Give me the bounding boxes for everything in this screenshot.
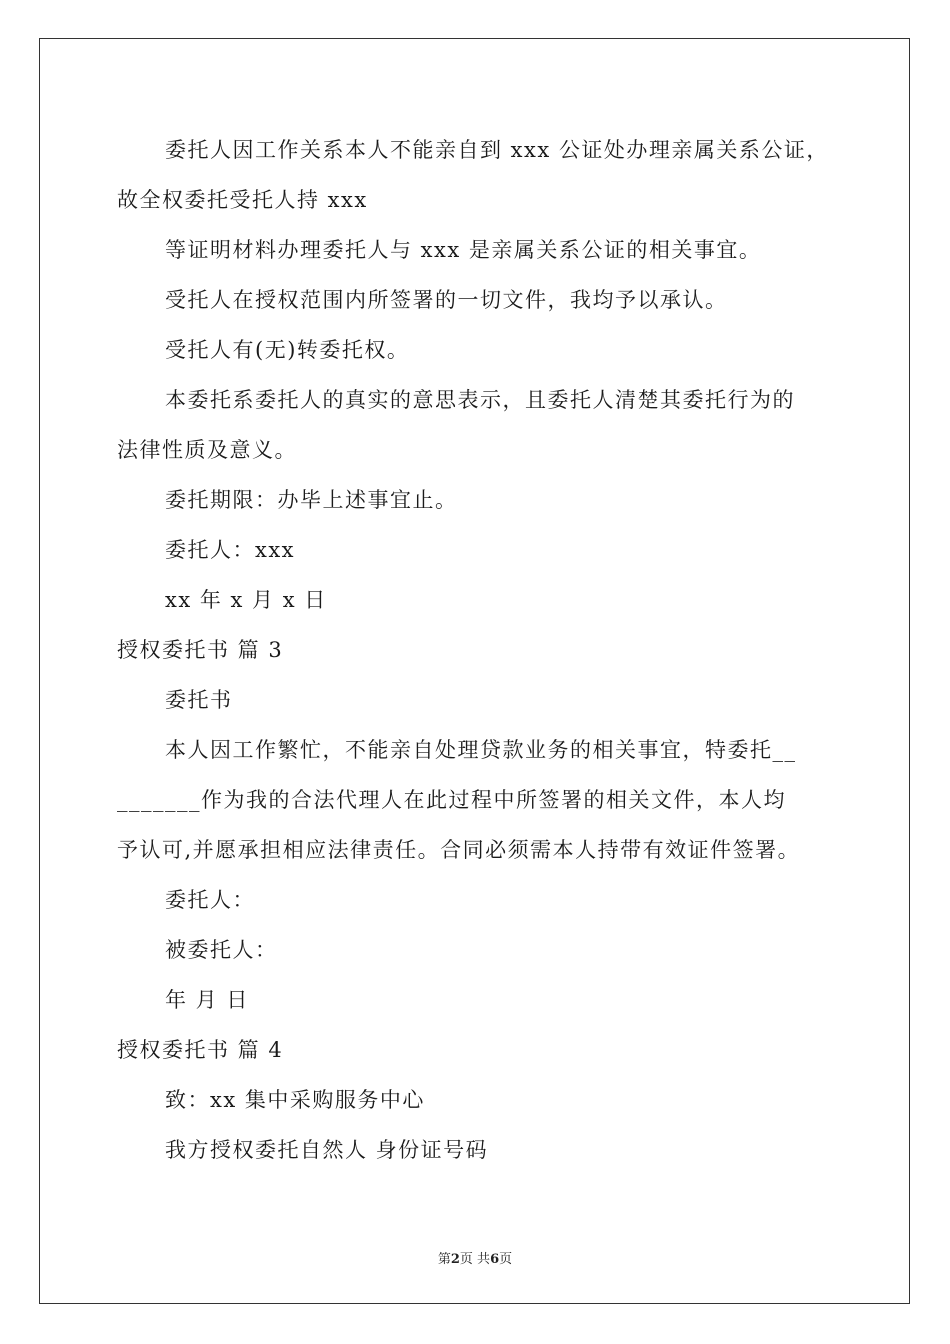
date-line: 年 月 日 bbox=[165, 988, 249, 1012]
paragraph-line: 委托期限：办毕上述事宜止。 bbox=[165, 488, 458, 512]
section-heading: 授权委托书 篇 4 bbox=[117, 1038, 284, 1062]
paragraph-line: _______作为我的合法代理人在此过程中所签署的相关文件，本人均 bbox=[117, 788, 786, 812]
paragraph-line: 本人因工作繁忙，不能亲自处理贷款业务的相关事宜，特委托__ bbox=[165, 738, 797, 762]
page-prefix: 第 bbox=[437, 1252, 451, 1267]
signature-line: 委托人：xxx bbox=[165, 538, 296, 562]
total-page-number: 6 bbox=[490, 1252, 500, 1267]
paragraph-line: 等证明材料办理委托人与 xxx 是亲属关系公证的相关事宜。 bbox=[165, 238, 762, 262]
page-mid: 页 共 bbox=[459, 1252, 491, 1267]
paragraph-line: 法律性质及意义。 bbox=[117, 438, 297, 462]
paragraph-line: 我方授权委托自然人 身份证号码 bbox=[165, 1138, 489, 1162]
signature-line: 被委托人： bbox=[165, 938, 278, 962]
paragraph-line: 予认可,并愿承担相应法律责任。合同必须需本人持带有效证件签署。 bbox=[117, 838, 801, 862]
page-footer bbox=[0, 1248, 950, 1267]
paragraph-line: 本委托系委托人的真实的意思表示，且委托人清楚其委托行为的 bbox=[165, 388, 795, 412]
section-heading: 授权委托书 篇 3 bbox=[117, 638, 284, 662]
current-page-number: 2 bbox=[450, 1252, 460, 1267]
paragraph-line: 受托人有(无)转委托权。 bbox=[165, 338, 410, 362]
paragraph-line: 委托人因工作关系本人不能亲自到 xxx 公证处办理亲属关系公证， bbox=[165, 138, 829, 162]
date-line: xx 年 x 月 x 日 bbox=[165, 588, 327, 612]
signature-line: 委托人： bbox=[165, 888, 255, 912]
paragraph-line: 致：xx 集中采购服务中心 bbox=[165, 1088, 425, 1112]
document-title: 委托书 bbox=[165, 688, 233, 712]
paragraph-line: 故全权委托受托人持 xxx bbox=[117, 188, 368, 212]
page-frame bbox=[39, 38, 910, 1304]
paragraph-line: 受托人在授权范围内所签署的一切文件，我均予以承认。 bbox=[165, 288, 728, 312]
page-suffix: 页 bbox=[499, 1252, 513, 1267]
